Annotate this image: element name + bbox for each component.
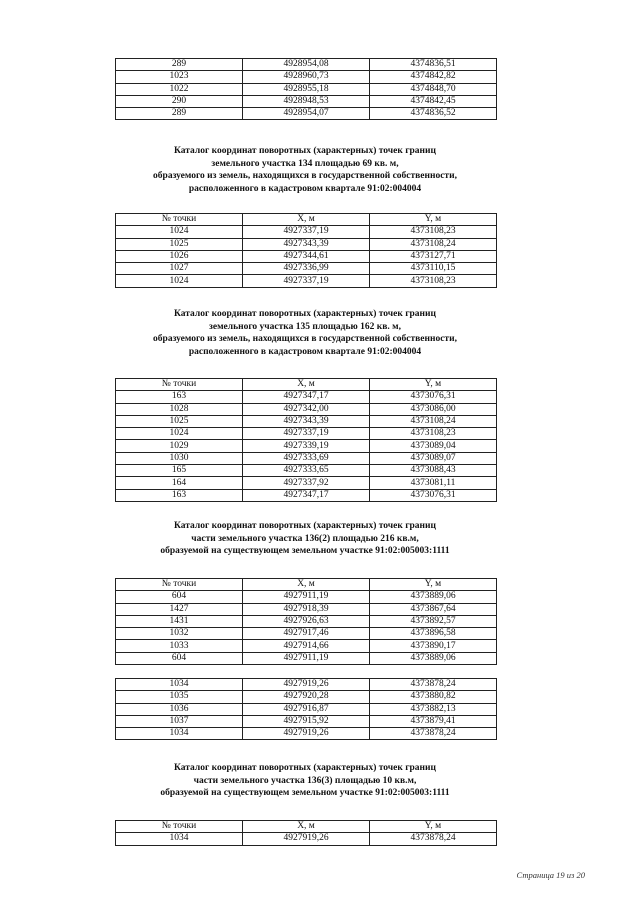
table-row: 1023 4928960,73 4374842,82 bbox=[116, 71, 497, 83]
table-row: 289 4928954,07 4374836,52 bbox=[116, 108, 497, 120]
table-row: 163 4927347,17 4373076,31 bbox=[116, 391, 497, 403]
table-row: 1026 4927344,61 4373127,71 bbox=[116, 250, 497, 262]
table-row: 1030 4927333,69 4373089,07 bbox=[116, 452, 497, 464]
table-row: 290 4928948,53 4374842,45 bbox=[116, 95, 497, 107]
page-number: Страница 19 из 20 bbox=[516, 870, 585, 880]
table-row: 1024 4927337,19 4373108,23 bbox=[116, 226, 497, 238]
table-row: 1037 4927915,92 4373879,41 bbox=[116, 715, 497, 727]
table-row: 1034 4927919,26 4373878,24 bbox=[116, 833, 497, 845]
table-row: 1427 4927918,39 4373867,64 bbox=[116, 603, 497, 615]
table-row: 1035 4927920,28 4373880,82 bbox=[116, 691, 497, 703]
table-header-row: № точки X, м Y, м bbox=[116, 579, 497, 591]
table-row: 1024 4927337,19 4373108,23 bbox=[116, 428, 497, 440]
coordinates-table-part-136-2 bbox=[115, 578, 497, 665]
table-header-row: № точки X, м Y, м bbox=[116, 379, 497, 391]
coordinates-table-plot-135 bbox=[115, 378, 497, 502]
catalog-heading-plot-135: Каталог координат поворотных (характерных) точек границ земельного участка 135 площадью 162 кв. м, образуемого из земель, находящихся в государственной собственности, расположенного в кадастровом квартале 91:02:004004 bbox=[153, 309, 457, 357]
table-row: 289 4928954,08 4374836,51 bbox=[116, 59, 497, 71]
table-row: 1431 4927926,63 4373892,57 bbox=[116, 615, 497, 627]
coordinates-table-plot-134 bbox=[115, 213, 497, 288]
table-row: 1024 4927337,19 4373108,23 bbox=[116, 275, 497, 287]
table-row: 1027 4927336,99 4373110,15 bbox=[116, 263, 497, 275]
table-row: 1025 4927343,39 4373108,24 bbox=[116, 415, 497, 427]
table-row: 604 4927911,19 4373889,06 bbox=[116, 652, 497, 664]
table-row: 164 4927337,92 4373081,11 bbox=[116, 477, 497, 489]
table-header-row: № точки X, м Y, м bbox=[116, 821, 497, 833]
table-row: 1034 4927919,26 4373878,24 bbox=[116, 679, 497, 691]
table-row: 1032 4927917,46 4373896,58 bbox=[116, 628, 497, 640]
coordinates-table-continued bbox=[115, 58, 497, 120]
coordinates-table-part-136-3 bbox=[115, 820, 497, 846]
table-header-row: № точки X, м Y, м bbox=[116, 214, 497, 226]
table-row: 1025 4927343,39 4373108,24 bbox=[116, 238, 497, 250]
table-row: 1034 4927919,26 4373878,24 bbox=[116, 728, 497, 740]
coordinates-table-part-136-2-contour-2 bbox=[115, 678, 497, 740]
table-row: 1028 4927342,00 4373086,00 bbox=[116, 403, 497, 415]
table-row: 1022 4928955,18 4374848,70 bbox=[116, 83, 497, 95]
table-row: 1033 4927914,66 4373890,17 bbox=[116, 640, 497, 652]
catalog-heading-part-136-3: Каталог координат поворотных (характерных) точек границ части земельного участка 136(3) площадью 10 кв.м, образуемой на существующем земельном участке 91:02:005003:1111 bbox=[160, 763, 450, 798]
table-row: 165 4927333,65 4373088,43 bbox=[116, 465, 497, 477]
table-row: 1036 4927916,87 4373882,13 bbox=[116, 703, 497, 715]
catalog-heading-part-136-2: Каталог координат поворотных (характерных) точек границ части земельного участка 136(2) площадью 216 кв.м, образуемой на существующем земельном участке 91:02:005003:1111 bbox=[160, 521, 450, 556]
catalog-heading-plot-134: Каталог координат поворотных (характерных) точек границ земельного участка 134 площадью 69 кв. м, образуемого из земель, находящихся в государственной собственности, расположенного в кадастровом квартале 91:02:004004 bbox=[153, 146, 457, 194]
table-row: 604 4927911,19 4373889,06 bbox=[116, 591, 497, 603]
table-row: 163 4927347,17 4373076,31 bbox=[116, 489, 497, 501]
table-row: 1029 4927339,19 4373089,04 bbox=[116, 440, 497, 452]
